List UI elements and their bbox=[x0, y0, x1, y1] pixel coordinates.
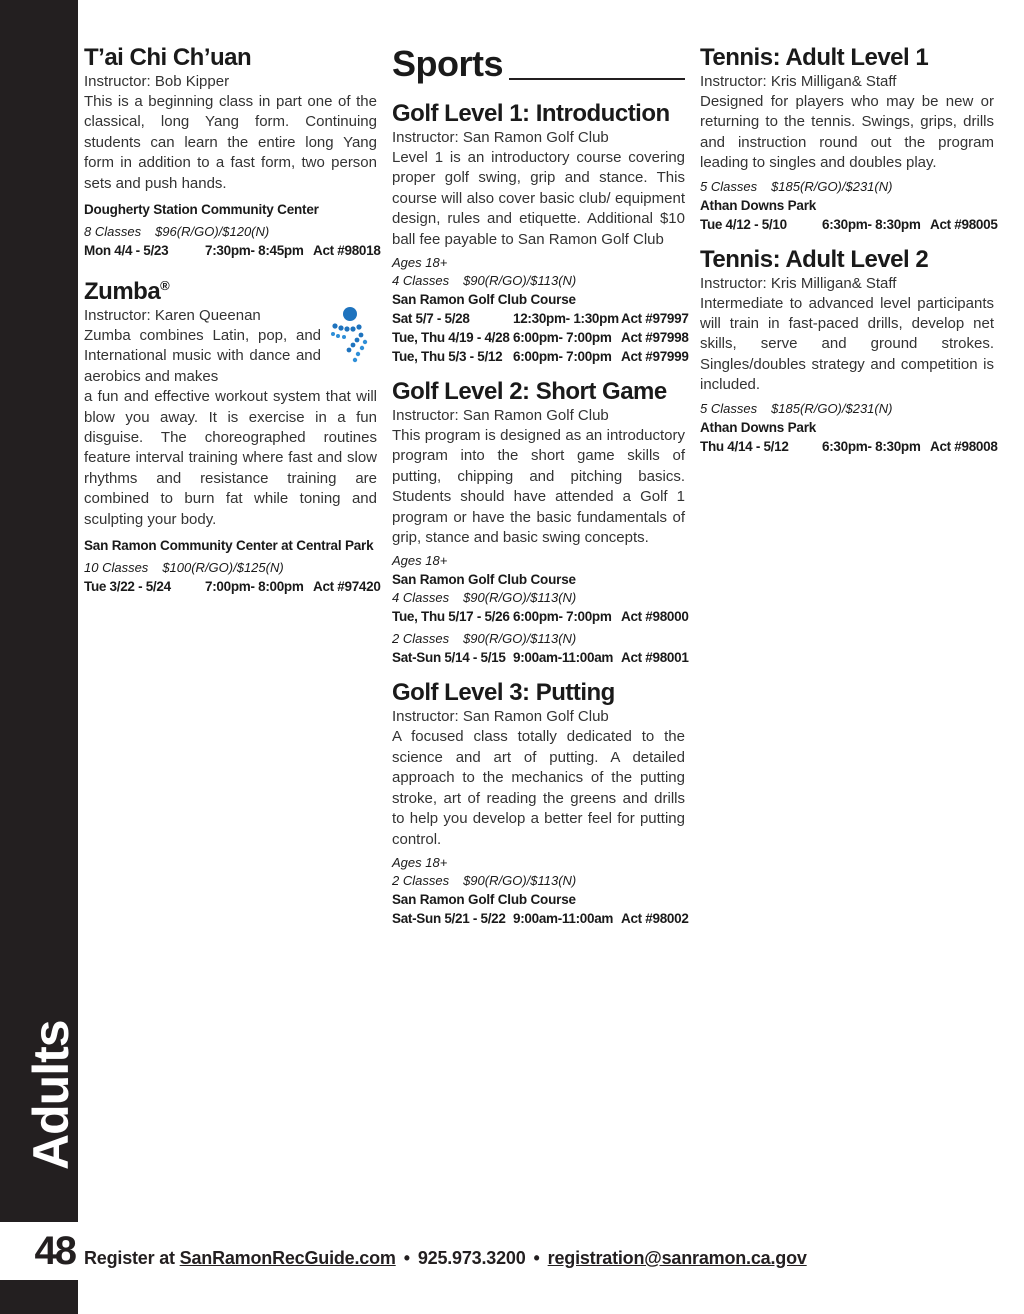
course-location: San Ramon Community Center at Central Park bbox=[84, 538, 374, 554]
phone-number: 925.973.3200 bbox=[417, 1248, 526, 1268]
course-description: This program is designed as an introductory program into the short game skills of putting, chipping and pitching basics. Students should have attended a Golf 1 program or have the basic fundamentals of grip, stance and basic swing concepts. bbox=[392, 427, 685, 547]
section-sidebar bbox=[0, 0, 78, 1314]
course-description: This is a beginning class in part one of the classical, long Yang form. Continuing students can learn the entire long Yang form in addition to a fast form, two person sets and push hands. bbox=[84, 93, 377, 192]
session-row bbox=[392, 347, 689, 366]
class-count: 4 Classes bbox=[392, 273, 450, 289]
course-title-text: Zumba bbox=[84, 278, 161, 306]
session-time: 7:00pm- 8:00pm bbox=[205, 579, 304, 595]
session-days: Tue, Thu 4/19 - 4/28 bbox=[392, 330, 510, 346]
column-1 bbox=[84, 44, 381, 608]
column-2 bbox=[392, 43, 689, 940]
class-fee-line bbox=[392, 589, 685, 607]
course-location: Athan Downs Park bbox=[700, 197, 817, 213]
session-row bbox=[392, 648, 689, 667]
session-days: Tue 4/12 - 5/10 bbox=[700, 216, 787, 232]
session-row bbox=[392, 607, 689, 626]
class-count: 5 Classes bbox=[700, 178, 758, 194]
email-link[interactable]: registration@sanramon.ca.gov bbox=[547, 1248, 807, 1268]
activity-number: Act #97420 bbox=[313, 579, 381, 595]
class-count: 2 Classes bbox=[392, 631, 450, 647]
course-golf-level-2 bbox=[392, 378, 689, 667]
course-ages: Ages 18+ bbox=[392, 854, 448, 870]
page-number: 48 bbox=[0, 1222, 78, 1280]
course-description: Level 1 is an introductory course covering proper golf swing, grip and stance. This course will also cover basic club/ equipment design, rules and etiquette. Additional $10 ball fee payable to San Ramon Golf Club bbox=[392, 149, 685, 248]
registered-mark: ® bbox=[160, 278, 170, 294]
column-3 bbox=[700, 44, 998, 468]
course-zumba bbox=[84, 272, 381, 596]
session-time: 9:00am-11:00am bbox=[513, 910, 614, 926]
session-days: Mon 4/4 - 5/23 bbox=[84, 243, 169, 259]
class-fee: $90(R/GO)/$113(N) bbox=[463, 872, 577, 888]
class-fee: $100(R/GO)/$125(N) bbox=[162, 560, 284, 576]
session-row bbox=[392, 909, 689, 928]
session-days: Thu 4/14 - 5/12 bbox=[700, 438, 789, 454]
session-time: 7:30pm- 8:45pm bbox=[205, 243, 304, 259]
course-location: San Ramon Golf Club Course bbox=[392, 572, 576, 588]
session-time: 6:00pm- 7:00pm bbox=[513, 330, 612, 346]
session-days: Sat 5/7 - 5/28 bbox=[392, 311, 470, 327]
session-days: Tue, Thu 5/17 - 5/26 bbox=[392, 609, 510, 625]
activity-number: Act #98002 bbox=[621, 910, 689, 926]
course-instructor: Instructor: San Ramon Golf Club bbox=[392, 129, 609, 146]
activity-number: Act #97997 bbox=[621, 311, 689, 327]
session-days: Tue 3/22 - 5/24 bbox=[84, 579, 171, 595]
class-fee: $185(R/GO)/$231(N) bbox=[771, 400, 893, 416]
session-row bbox=[700, 437, 998, 456]
footer-bullet: • bbox=[403, 1248, 410, 1268]
course-taichi bbox=[84, 44, 381, 260]
session-row bbox=[700, 215, 998, 234]
class-fee: $90(R/GO)/$113(N) bbox=[463, 273, 577, 289]
zumba-figure-logo bbox=[325, 306, 377, 364]
course-tennis-level-1 bbox=[700, 44, 998, 234]
course-title: Golf Level 3: Putting bbox=[392, 679, 615, 707]
course-tennis-level-2 bbox=[700, 245, 998, 456]
session-time: 12:30pm- 1:30pm bbox=[513, 311, 619, 327]
course-description-top: Zumba combines Latin, pop, and International music with dance and aerobics and makes bbox=[84, 327, 321, 385]
class-fee: $90(R/GO)/$113(N) bbox=[463, 631, 577, 647]
course-instructor: Instructor: Kris Milligan& Staff bbox=[700, 274, 897, 292]
course-instructor: Instructor: Bob Kipper bbox=[84, 73, 230, 90]
section-rule bbox=[509, 78, 685, 80]
session-row bbox=[392, 328, 689, 347]
session-row bbox=[84, 241, 381, 260]
class-fee-line bbox=[392, 630, 685, 648]
class-count: 10 Classes bbox=[84, 560, 149, 576]
session-time: 6:00pm- 7:00pm bbox=[513, 609, 612, 625]
session-row bbox=[84, 577, 381, 596]
class-count: 2 Classes bbox=[392, 872, 450, 888]
class-count: 5 Classes bbox=[700, 400, 758, 416]
class-fee-line bbox=[84, 559, 377, 577]
activity-number: Act #98000 bbox=[621, 609, 689, 625]
activity-number: Act #97998 bbox=[621, 330, 689, 346]
session-time: 6:00pm- 7:00pm bbox=[513, 349, 612, 365]
course-description-bottom: a fun and effective workout system that will blow you away. It is exercise in a fun disguise. The choreographed routines feature interval training where fast and slow rhythms and resistance training are combined to burn fat while toning and sculpting your body. bbox=[84, 388, 377, 528]
website-link[interactable]: SanRamonRecGuide.com bbox=[179, 1248, 396, 1268]
course-description: Designed for players who may be new or returning to the tennis. Swings, grips, drills and instruction round out the program leading to singles and doubles play. bbox=[700, 93, 994, 172]
session-time: 6:30pm- 8:30pm bbox=[822, 438, 921, 454]
session-days: Tue, Thu 5/3 - 5/12 bbox=[392, 349, 503, 365]
session-days: Sat-Sun 5/14 - 5/15 bbox=[392, 650, 506, 666]
course-title: Golf Level 2: Short Game bbox=[392, 378, 667, 406]
course-ages: Ages 18+ bbox=[392, 255, 448, 271]
course-location: San Ramon Golf Club Course bbox=[392, 891, 576, 907]
course-golf-level-3 bbox=[392, 679, 689, 927]
registration-footer bbox=[84, 1248, 807, 1269]
class-fee: $90(R/GO)/$113(N) bbox=[463, 590, 577, 606]
course-title: T’ai Chi Ch’uan bbox=[84, 44, 252, 71]
session-time: 6:30pm- 8:30pm bbox=[822, 216, 921, 232]
class-fee-line bbox=[392, 872, 685, 890]
class-fee-line bbox=[84, 223, 377, 241]
session-time: 9:00am-11:00am bbox=[513, 650, 614, 666]
session-row bbox=[392, 309, 689, 328]
course-location: San Ramon Golf Club Course bbox=[392, 292, 576, 308]
class-fee-line bbox=[392, 272, 685, 290]
section-heading bbox=[392, 44, 685, 84]
course-instructor: Instructor: Karen Queenan bbox=[84, 307, 261, 325]
zumba-intro bbox=[84, 306, 377, 387]
course-ages: Ages 18+ bbox=[392, 553, 448, 569]
course-title: Tennis: Adult Level 2 bbox=[700, 245, 929, 273]
activity-number: Act #98001 bbox=[621, 650, 689, 666]
class-fee-line bbox=[700, 178, 994, 196]
course-instructor: Instructor: San Ramon Golf Club bbox=[392, 708, 609, 726]
course-title: Tennis: Adult Level 1 bbox=[700, 44, 929, 71]
class-fee: $185(R/GO)/$231(N) bbox=[771, 178, 893, 194]
course-instructor: Instructor: Kris Milligan& Staff bbox=[700, 73, 897, 90]
class-count: 8 Classes bbox=[84, 224, 142, 240]
activity-number: Act #98005 bbox=[930, 216, 998, 232]
course-golf-level-1 bbox=[392, 100, 689, 366]
class-fee-line bbox=[700, 400, 994, 418]
course-location: Dougherty Station Community Center bbox=[84, 202, 319, 218]
class-count: 4 Classes bbox=[392, 590, 450, 606]
session-days: Sat-Sun 5/21 - 5/22 bbox=[392, 910, 506, 926]
class-fee: $96(R/GO)/$120(N) bbox=[155, 224, 270, 240]
course-description: Intermediate to advanced level participants will train in fast-paced drills, develop net skills, serve and ground strokes. Singles/doubles strategy and competition is included. bbox=[700, 294, 994, 394]
section-title: Sports bbox=[392, 43, 504, 84]
section-label: Adults bbox=[23, 1020, 79, 1170]
course-title: Golf Level 1: Introduction bbox=[392, 100, 670, 127]
course-instructor: Instructor: San Ramon Golf Club bbox=[392, 407, 609, 425]
course-location: Athan Downs Park bbox=[700, 419, 817, 435]
footer-prefix: Register at bbox=[84, 1248, 175, 1268]
activity-number: Act #98018 bbox=[313, 243, 381, 259]
activity-number: Act #97999 bbox=[621, 349, 689, 365]
footer-bullet: • bbox=[533, 1248, 540, 1268]
course-description: A focused class totally dedicated to the science and art of putting. A detailed approach to the mechanics of the putting stroke, art of reading the greens and drills to help you develop a better feel for putting control. bbox=[392, 728, 685, 848]
course-title bbox=[84, 272, 377, 306]
activity-number: Act #98008 bbox=[930, 438, 998, 454]
